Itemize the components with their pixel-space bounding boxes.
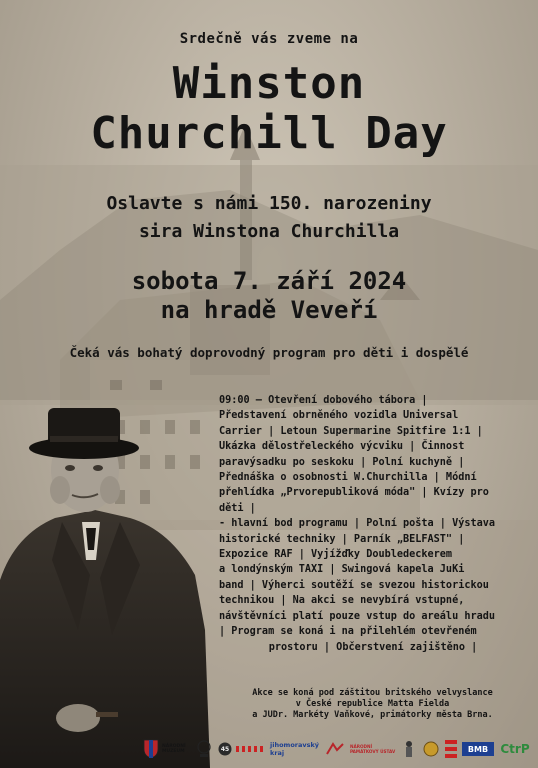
event-date: sobota 7. září 2024 <box>131 267 407 295</box>
program-line: 09:00 – Otevření dobového tábora | <box>219 395 428 406</box>
title-line-2: Churchill Day <box>90 108 448 159</box>
program-line: band | Výherci soutěží se svezou historickou <box>219 579 489 591</box>
program-line: a londýnským TAXI | Swingová kapela JuKi <box>219 564 465 576</box>
soldier-logo-icon <box>402 737 416 761</box>
program-line: technikou | Na akci se nevybírá vstupné, <box>219 595 465 607</box>
title-line-1: Winston <box>172 58 366 109</box>
bmb-logo-icon: BMB <box>462 742 494 756</box>
program-line: historické techniky | Parník „BELFAST" | <box>219 533 465 545</box>
patronage-line: Akce se koná pod záštitou britského velvyslance <box>252 688 493 698</box>
coat-of-arms-icon <box>142 737 160 761</box>
patronage-note <box>215 688 530 721</box>
program-line: Přednáška o osobnosti W.Churchilla | Módní <box>219 472 477 484</box>
45-logo-icon: 45 <box>218 737 232 761</box>
program-line: | Program se koná i na přilehlém otevřeném <box>219 626 477 638</box>
npu-logo-icon: NÁRODNÍ PAMÁTKOVÝ ÚSTAV <box>350 744 396 754</box>
jihomoravsky-kraj-logo-icon: jihomoravský kraj <box>270 741 320 757</box>
patronage-line: a JUDr. Markéty Vaňkové, primátorky města Brna. <box>252 710 493 720</box>
program-line: Carrier | Letoun Supermarine Spitfire 1:1 | <box>219 425 483 437</box>
program-intro: Čeká vás bohatý doprovodný program pro děti i dospělé <box>69 345 469 360</box>
ctp-logo-icon: CtrP <box>500 742 530 756</box>
subtitle-line-1: Oslavte s námi 150. narozeniny <box>106 193 432 214</box>
invitation-text: Srdečně vás zveme na <box>179 31 359 47</box>
program-line: přehlídka „Prvorepubliková móda" | Kvízy pro <box>219 487 489 499</box>
program-line: paravýsadku po seskoku | Polní kuchyně | <box>219 456 465 468</box>
partner-logos <box>140 737 535 763</box>
program-line: prostoru | Občerstvení zajištěno | <box>268 641 478 653</box>
ministry-logo-icon <box>196 737 212 761</box>
churchill-portrait <box>0 400 225 768</box>
crest-logo-icon <box>422 737 440 761</box>
brno-logo-icon <box>324 737 346 761</box>
program-line: Představení obrněného vozidla Universal <box>219 410 459 422</box>
program-line: návštěvníci platí pouze vstup do areálu hradu <box>219 610 496 622</box>
flags-logo-icon <box>236 737 266 761</box>
program-line: děti | <box>219 502 256 514</box>
subtitle-line-2: sira Winstona Churchilla <box>138 221 400 242</box>
program-line: Expozice RAF | Vyjížďky Doubledeckerem <box>219 549 453 561</box>
program-list <box>219 393 527 655</box>
program-line: Ukázka dělostřeleckého výcviku | Činnost <box>219 441 465 453</box>
stripes-logo-icon <box>444 737 458 761</box>
program-line: - hlavní bod programu | Polní pošta | Výstava <box>219 518 496 530</box>
event-place: na hradě Veveří <box>160 296 378 324</box>
muzeum-logo-icon: NÁRODNÍ MUZEUM <box>162 744 186 754</box>
patronage-line: v České republice Matta Fielda <box>295 699 450 709</box>
